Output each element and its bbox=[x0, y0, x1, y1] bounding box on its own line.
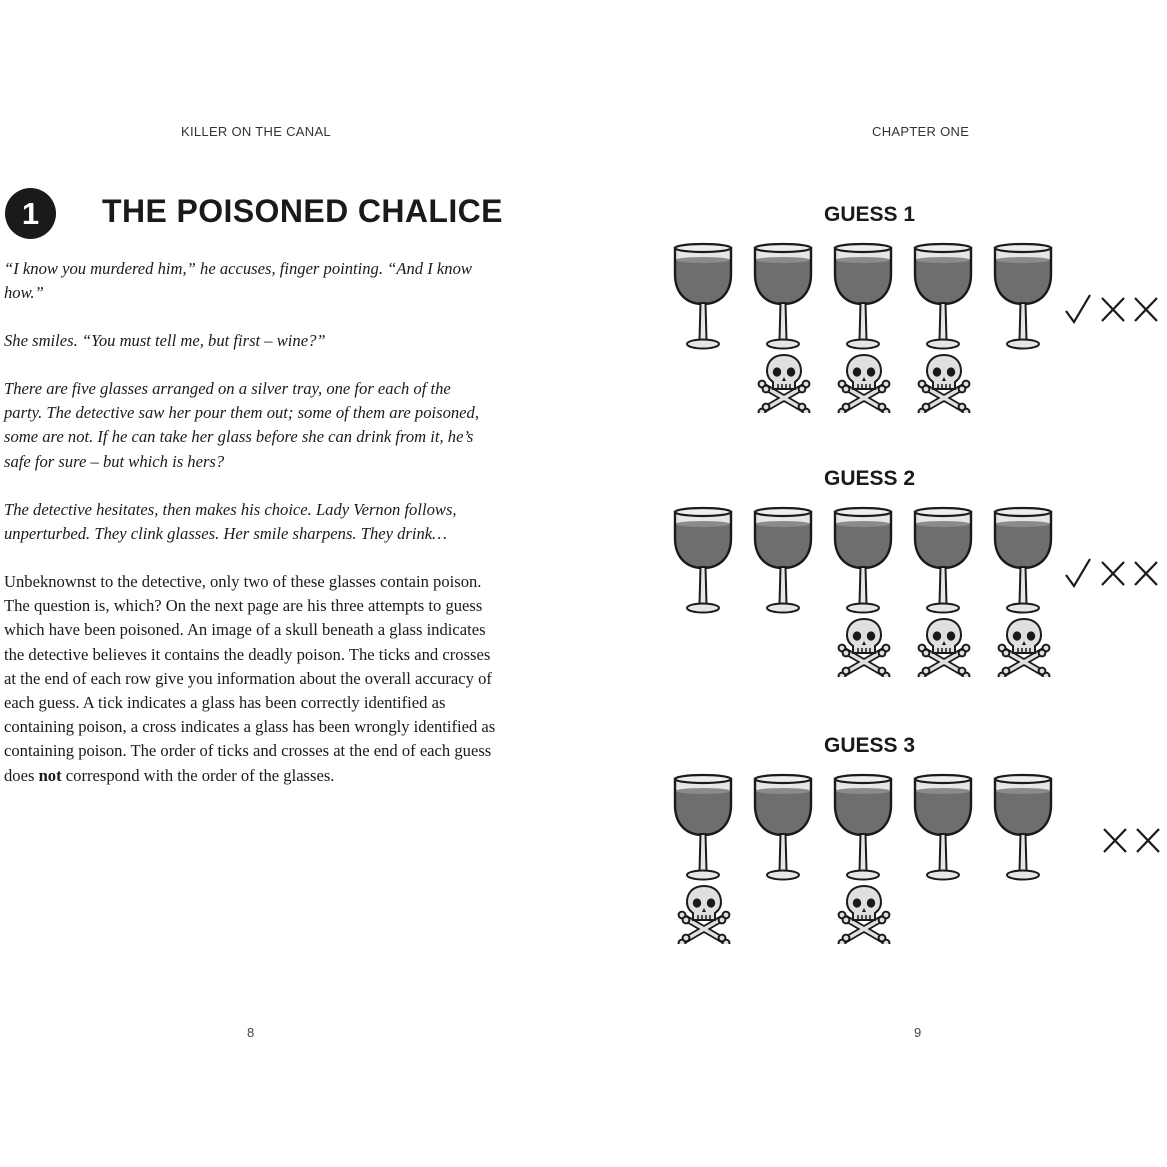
skull-crossbones-icon bbox=[835, 617, 893, 677]
wine-glass-icon bbox=[912, 240, 974, 352]
cross-icon bbox=[1137, 829, 1159, 852]
wine-glass-icon bbox=[832, 240, 894, 352]
rules-text: Unbeknownst to the detective, only two of these glasses contain poison. The question is, which? On the next page are his three attempts to guess which have been poisoned. An image of a skull beneath a glass indicates the detective believes it contains the deadly poison. The ticks and crosses at the end of each row give you information about the overall accuracy of each guess. A tick indicates a glass has been correctly identified as containing poison, a cross indicates a glass has been wrongly identified as containing poison. The order of ticks and crosses at the end of each guess does bbox=[4, 572, 496, 785]
wine-glass-icon bbox=[912, 504, 974, 616]
paragraph-accusation: “I know you murdered him,” he accuses, finger pointing. “And I know how.” bbox=[4, 259, 472, 303]
rules-emphasis: not bbox=[38, 765, 62, 785]
guess-label: GUESS 2 bbox=[824, 467, 916, 490]
paragraph-rules bbox=[4, 570, 499, 788]
skull-crossbones-icon bbox=[995, 617, 1053, 677]
skull-crossbones-icon bbox=[675, 884, 733, 944]
guess-label: GUESS 3 bbox=[824, 734, 916, 757]
skull-crossbones-icon bbox=[755, 353, 813, 413]
right-page bbox=[583, 0, 1167, 1167]
accuracy-marks bbox=[1063, 554, 1163, 594]
rules-text-end: correspond with the order of the glasses. bbox=[61, 765, 335, 785]
skull-crossbones-icon bbox=[915, 617, 973, 677]
cross-icon bbox=[1104, 829, 1126, 852]
chapter-number-badge: 1 bbox=[5, 188, 56, 239]
wine-glass-icon bbox=[672, 240, 734, 352]
tick-icon bbox=[1066, 295, 1090, 322]
wine-glass-icon bbox=[672, 771, 734, 883]
accuracy-marks bbox=[1063, 290, 1163, 330]
wine-glass-icon bbox=[992, 771, 1054, 883]
wine-glass-icon bbox=[832, 771, 894, 883]
wine-glass-icon bbox=[752, 771, 814, 883]
left-page bbox=[0, 0, 583, 1167]
accuracy-marks bbox=[1098, 821, 1167, 861]
wine-glass-icon bbox=[752, 504, 814, 616]
paragraph-wine-offer: She smiles. “You must tell me, but first – wine?” bbox=[4, 331, 326, 350]
wine-glass-icon bbox=[912, 771, 974, 883]
running-head-right: CHAPTER ONE bbox=[872, 124, 970, 139]
running-head-left: KILLER ON THE CANAL bbox=[181, 124, 331, 139]
wine-glass-icon bbox=[672, 504, 734, 616]
chapter-title: THE POISONED CHALICE bbox=[102, 193, 503, 229]
wine-glass-icon bbox=[992, 504, 1054, 616]
page-number-left: 8 bbox=[247, 1025, 255, 1040]
cross-icon bbox=[1102, 298, 1124, 321]
cross-icon bbox=[1102, 562, 1124, 585]
skull-crossbones-icon bbox=[835, 884, 893, 944]
cross-icon bbox=[1135, 562, 1157, 585]
paragraph-choice: The detective hesitates, then makes his choice. Lady Vernon follows, unperturbed. They clink glasses. Her smile sharpens. They drink… bbox=[4, 500, 457, 544]
wine-glass-icon bbox=[992, 240, 1054, 352]
tick-icon bbox=[1066, 559, 1090, 586]
paragraph-five-glasses: There are five glasses arranged on a silver tray, one for each of the party. The detective saw her pour them out; some of them are poisoned, some are not. If he can take her glass before she can drink from it, he’s safe for sure – but which is hers? bbox=[4, 379, 479, 471]
wine-glass-icon bbox=[832, 504, 894, 616]
wine-glass-icon bbox=[752, 240, 814, 352]
guess-label: GUESS 1 bbox=[824, 203, 916, 226]
skull-crossbones-icon bbox=[835, 353, 893, 413]
cross-icon bbox=[1135, 298, 1157, 321]
skull-crossbones-icon bbox=[915, 353, 973, 413]
page-number-right: 9 bbox=[914, 1025, 922, 1040]
